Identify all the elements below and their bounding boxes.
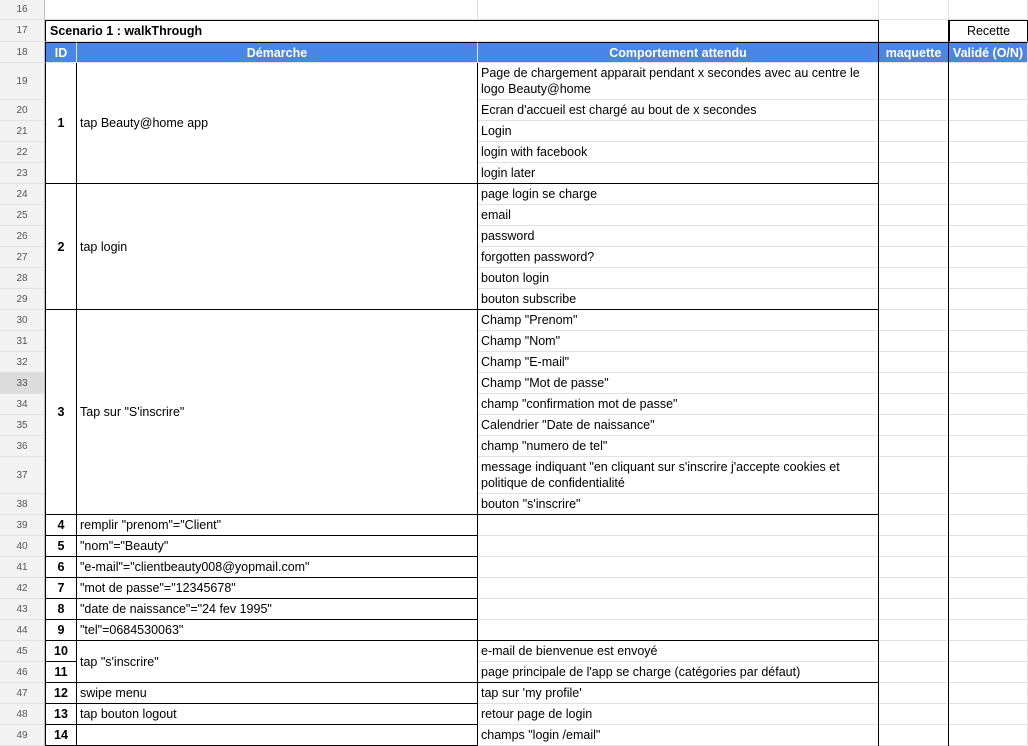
expected-cell[interactable] (478, 515, 879, 536)
maquette-cell[interactable] (879, 163, 949, 184)
expected-cell[interactable]: page login se charge (478, 184, 879, 205)
valide-cell[interactable] (949, 121, 1028, 142)
block-divider (478, 640, 879, 641)
step-action[interactable]: "date de naissance"="24 fev 1995" (77, 599, 478, 620)
expected-cell[interactable]: Champ "Mot de passe" (478, 373, 879, 394)
expected-cell[interactable]: login with facebook (478, 142, 879, 163)
step-id[interactable]: 13 (45, 704, 77, 725)
maquette-cell[interactable] (879, 63, 949, 100)
valide-cell[interactable] (949, 205, 1028, 226)
row-number[interactable]: 46 (0, 662, 45, 683)
maquette-cell[interactable] (879, 557, 949, 578)
valide-cell[interactable] (949, 289, 1028, 310)
recette-label[interactable]: Recette (949, 20, 1028, 42)
row-number[interactable]: 23 (0, 163, 45, 184)
valide-cell[interactable] (949, 310, 1028, 331)
step-id[interactable]: 12 (45, 683, 77, 704)
expected-cell[interactable]: champs "login /email" (478, 725, 879, 746)
step-action[interactable] (77, 725, 478, 746)
valide-cell[interactable] (949, 725, 1028, 746)
maquette-cell[interactable] (879, 268, 949, 289)
maquette-cell[interactable] (879, 121, 949, 142)
header-valide[interactable]: Validé (O/N) (949, 42, 1028, 63)
step-action[interactable]: "mot de passe"="12345678" (77, 578, 478, 599)
row-number[interactable]: 19 (0, 63, 45, 100)
row-number[interactable]: 45 (0, 641, 45, 662)
expected-cell[interactable]: champ "numero de tel" (478, 436, 879, 457)
header-demarche[interactable]: Démarche (77, 42, 478, 63)
valide-cell[interactable] (949, 142, 1028, 163)
expected-cell[interactable]: Calendrier "Date de naissance" (478, 415, 879, 436)
row-number[interactable]: 20 (0, 100, 45, 121)
row-number[interactable]: 42 (0, 578, 45, 599)
step-action[interactable]: tap login (77, 184, 478, 310)
expected-cell[interactable] (478, 557, 879, 578)
step-action[interactable]: "e-mail"="clientbeauty008@yopmail.com" (77, 557, 478, 578)
expected-cell[interactable]: login later (478, 163, 879, 184)
row-number[interactable]: 24 (0, 184, 45, 205)
row-number[interactable]: 34 (0, 394, 45, 415)
step-action[interactable]: tap bouton logout (77, 704, 478, 725)
expected-cell[interactable]: retour page de login (478, 704, 879, 725)
valide-cell[interactable] (949, 63, 1028, 100)
step-id[interactable]: 2 (45, 184, 77, 310)
maquette-cell[interactable] (879, 226, 949, 247)
sheet-row (0, 20, 1028, 42)
row-number[interactable]: 25 (0, 205, 45, 226)
cell[interactable] (45, 0, 478, 20)
step-action[interactable]: "nom"="Beauty" (77, 536, 478, 557)
maquette-cell[interactable] (879, 683, 949, 704)
step-id[interactable]: 3 (45, 310, 77, 515)
maquette-cell[interactable] (879, 704, 949, 725)
valide-cell[interactable] (949, 578, 1028, 599)
valide-cell[interactable] (949, 268, 1028, 289)
step-id[interactable]: 7 (45, 578, 77, 599)
header-id[interactable]: ID (45, 42, 77, 63)
maquette-cell[interactable] (879, 100, 949, 121)
expected-cell[interactable]: bouton "s'inscrire" (478, 494, 879, 515)
row-number[interactable]: 48 (0, 704, 45, 725)
valide-cell[interactable] (949, 599, 1028, 620)
row-number[interactable]: 44 (0, 620, 45, 641)
maquette-cell[interactable] (879, 515, 949, 536)
valide-cell[interactable] (949, 394, 1028, 415)
block-divider (478, 183, 879, 184)
expected-cell[interactable]: e-mail de bienvenue est envoyé (478, 641, 879, 662)
row-number[interactable]: 28 (0, 268, 45, 289)
row-number[interactable]: 17 (0, 20, 45, 42)
valide-cell[interactable] (949, 100, 1028, 121)
maquette-cell[interactable] (879, 352, 949, 373)
row-number[interactable]: 16 (0, 0, 45, 20)
maquette-cell[interactable] (879, 205, 949, 226)
maquette-cell[interactable] (879, 289, 949, 310)
expected-cell[interactable]: champ "confirmation mot de passe" (478, 394, 879, 415)
maquette-cell[interactable] (879, 620, 949, 641)
step-id[interactable]: 11 (45, 662, 77, 683)
valide-cell[interactable] (949, 436, 1028, 457)
row-number[interactable]: 43 (0, 599, 45, 620)
expected-cell[interactable]: Ecran d'accueil est chargé au bout de x secondes (478, 100, 879, 121)
expected-cell[interactable]: page principale de l'app se charge (catégories par défaut) (478, 662, 879, 683)
maquette-cell[interactable] (879, 436, 949, 457)
cell[interactable] (879, 0, 949, 20)
maquette-cell[interactable] (879, 662, 949, 683)
row-number[interactable]: 38 (0, 494, 45, 515)
row-number[interactable]: 27 (0, 247, 45, 268)
valide-cell[interactable] (949, 352, 1028, 373)
maquette-cell[interactable] (879, 725, 949, 746)
header-comportement[interactable]: Comportement attendu (478, 42, 879, 63)
valide-cell[interactable] (949, 457, 1028, 494)
step-id[interactable]: 5 (45, 536, 77, 557)
cell[interactable] (949, 0, 1028, 20)
expected-cell[interactable]: Page de chargement apparait pendant x secondes avec au centre le logo Beauty@home (478, 63, 879, 100)
row-number[interactable]: 36 (0, 436, 45, 457)
row-number[interactable]: 47 (0, 683, 45, 704)
block-divider (478, 682, 879, 683)
valide-cell[interactable] (949, 704, 1028, 725)
header-maquette[interactable]: maquette (879, 42, 949, 63)
valide-cell[interactable] (949, 226, 1028, 247)
valide-cell[interactable] (949, 536, 1028, 557)
maquette-cell[interactable] (879, 394, 949, 415)
step-id[interactable]: 14 (45, 725, 77, 746)
valide-cell[interactable] (949, 641, 1028, 662)
row-number[interactable]: 35 (0, 415, 45, 436)
maquette-cell[interactable] (879, 457, 949, 494)
valide-cell[interactable] (949, 373, 1028, 394)
expected-cell[interactable]: bouton subscribe (478, 289, 879, 310)
maquette-cell[interactable] (879, 494, 949, 515)
expected-cell[interactable]: Champ "E-mail" (478, 352, 879, 373)
expected-cell[interactable]: Login (478, 121, 879, 142)
maquette-cell[interactable] (879, 184, 949, 205)
step-id[interactable]: 8 (45, 599, 77, 620)
row-number[interactable]: 31 (0, 331, 45, 352)
expected-cell[interactable]: Champ "Nom" (478, 331, 879, 352)
expected-cell[interactable] (478, 578, 879, 599)
row-number[interactable]: 39 (0, 515, 45, 536)
sheet-row (0, 0, 1028, 20)
maquette-cell[interactable] (879, 310, 949, 331)
valide-cell[interactable] (949, 515, 1028, 536)
maquette-cell[interactable] (879, 331, 949, 352)
row-number[interactable]: 18 (0, 42, 45, 63)
cell[interactable] (478, 0, 879, 20)
maquette-cell[interactable] (879, 142, 949, 163)
maquette-cell[interactable] (879, 373, 949, 394)
step-action[interactable]: swipe menu (77, 683, 478, 704)
row-number[interactable]: 32 (0, 352, 45, 373)
header-row (0, 42, 1028, 63)
row-number[interactable]: 33 (0, 373, 45, 394)
valide-cell[interactable] (949, 494, 1028, 515)
valide-cell[interactable] (949, 662, 1028, 683)
expected-cell[interactable]: email (478, 205, 879, 226)
scenario-title[interactable]: Scenario 1 : walkThrough (45, 20, 879, 42)
column-divider (878, 20, 879, 746)
maquette-cell[interactable] (879, 415, 949, 436)
expected-cell[interactable] (478, 599, 879, 620)
expected-cell[interactable]: password (478, 226, 879, 247)
column-divider (948, 20, 949, 746)
valide-cell[interactable] (949, 331, 1028, 352)
valide-cell[interactable] (949, 620, 1028, 641)
valide-cell[interactable] (949, 557, 1028, 578)
step-action[interactable]: tap "s'inscrire" (77, 641, 478, 683)
maquette-cell[interactable] (879, 641, 949, 662)
row-number[interactable]: 41 (0, 557, 45, 578)
row-number[interactable]: 37 (0, 457, 45, 494)
row-number[interactable]: 49 (0, 725, 45, 746)
row-number[interactable]: 22 (0, 142, 45, 163)
expected-cell[interactable]: Champ "Prenom" (478, 310, 879, 331)
maquette-cell[interactable] (879, 536, 949, 557)
valide-cell[interactable] (949, 683, 1028, 704)
maquette-cell[interactable] (879, 247, 949, 268)
expected-cell[interactable]: tap sur 'my profile' (478, 683, 879, 704)
step-action[interactable]: tap Beauty@home app (77, 63, 478, 184)
step-action[interactable]: Tap sur "S'inscrire" (77, 310, 478, 515)
valide-cell[interactable] (949, 415, 1028, 436)
step-id[interactable]: 4 (45, 515, 77, 536)
expected-cell[interactable]: message indiquant "en cliquant sur s'inscrire j'accepte cookies et politique de confidentialité (478, 457, 879, 494)
maquette-cell[interactable] (879, 578, 949, 599)
block-divider (478, 309, 879, 310)
block-divider (478, 514, 879, 515)
step-action[interactable]: "tel"=0684530063" (77, 620, 478, 641)
valide-cell[interactable] (949, 247, 1028, 268)
step-action[interactable]: remplir "prenom"="Client" (77, 515, 478, 536)
valide-cell[interactable] (949, 163, 1028, 184)
row-number[interactable]: 26 (0, 226, 45, 247)
row-number[interactable]: 21 (0, 121, 45, 142)
step-id[interactable]: 9 (45, 620, 77, 641)
cell[interactable] (879, 20, 949, 42)
step-id[interactable]: 6 (45, 557, 77, 578)
valide-cell[interactable] (949, 184, 1028, 205)
expected-cell[interactable] (478, 536, 879, 557)
expected-cell[interactable]: forgotten password? (478, 247, 879, 268)
row-number[interactable]: 29 (0, 289, 45, 310)
step-id[interactable]: 1 (45, 63, 77, 184)
expected-cell[interactable] (478, 620, 879, 641)
row-number[interactable]: 30 (0, 310, 45, 331)
row-number[interactable]: 40 (0, 536, 45, 557)
maquette-cell[interactable] (879, 599, 949, 620)
expected-cell[interactable]: bouton login (478, 268, 879, 289)
step-id[interactable]: 10 (45, 641, 77, 662)
